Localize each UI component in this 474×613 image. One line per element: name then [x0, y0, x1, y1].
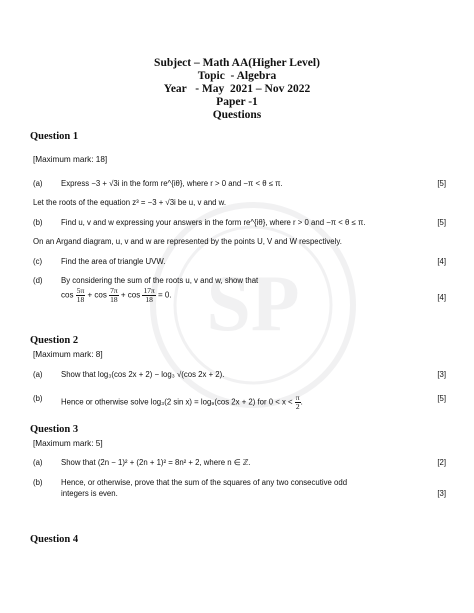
document-page: SP Subject – Math AA(Higher Level) Topic - Algebra Year - May 2021 – Nov 2022 Paper -1 Questions Question 1 [Maximum mark: 18] (a) Express −3 + √3i in the form re^{iθ}, where r > 0 and −π < θ ≤ π. [5] Let the roots of the equation z³ = −3 + √3i be u, v and w. (b) Find u, v and w expressing your answers in the form re^{iθ}, where r > 0 and −π < θ ≤ π. [5] On an Argand diagram, u, v and w are represented by the points U, V and W respectively. (c) Find the area of triangle UVW. [4] (d) By considering the sum of the roots u, v and w, show that cos $\frac{5\pi}{18}$ + cos $\frac{7\pi}{18}$ + cos $\frac{17\pi}{18}$ = 0. [4] Question 2 [Maximum mark: 8] (a) Show that log₃(cos 2x + 2) − log₃ √(cos 2x + 2). [3] (b) Hence or otherwise solve log₃(2 sin x) = log₉(cos 2x + 2) for 0 < x < $\frac{\pi}{2}$ . [5] Question 3 [Maximum mark: 5] (a) Show that (2n − 1)² + (2n + 1)² = 8n² + 2, where n ∈ ℤ. [2] (b) Hence, or otherwise, prove that the sum of the squares of any two consecutive odd integers is even. [3] Question 4 — [0, 0, 474, 613]
q3-max-marks: [Maximum mark: 5] — [33, 439, 103, 448]
q1-d-equation: cos $\frac{5\pi}{18}$ + cos $\frac{7\pi}{18}$ + cos $\frac{17\pi}{18}$ = 0. — [61, 286, 172, 304]
q3-a-marks: [2] — [437, 458, 446, 467]
q1-c-marks: [4] — [437, 257, 446, 266]
q2-b-label: (b) — [33, 394, 43, 403]
question-1-title: Question 1 — [30, 131, 79, 142]
q2-b-marks: [5] — [437, 394, 446, 403]
year-line: Year - May 2021 – Nov 2022 — [163, 83, 311, 95]
q1-b-text: Find u, v and w expressing your answers in the form re^{iθ}, where r > 0 and −π < θ ≤ π. — [61, 218, 366, 227]
q3-b-text-line2: integers is even. — [61, 489, 118, 498]
q3-a-label: (a) — [33, 458, 43, 467]
q2-a-text: Show that log₃(cos 2x + 2) − log₃ √(cos 2x + 2). — [61, 370, 225, 379]
question-3-title: Question 3 — [30, 424, 79, 435]
q1-d-label: (d) — [33, 276, 43, 285]
q1-d-marks: [4] — [437, 293, 446, 302]
q1-c-text: Find the area of triangle UVW. — [61, 257, 166, 266]
q3-b-label: (b) — [33, 478, 43, 487]
paper-line: Paper -1 — [216, 96, 258, 108]
q1-a-marks: [5] — [437, 179, 446, 188]
q3-b-marks: [3] — [437, 489, 446, 498]
question-2-title: Question 2 — [30, 335, 79, 346]
q2-a-marks: [3] — [437, 370, 446, 379]
q2-b-text: Hence or otherwise solve log₃(2 sin x) = log₉(cos 2x + 2) for 0 < x < — [61, 397, 293, 407]
q3-b-text-line1: Hence, or otherwise, prove that the sum of the squares of any two consecutive odd — [61, 478, 348, 487]
q1-argand-text: On an Argand diagram, u, v and w are represented by the points U, V and W respectively. — [33, 237, 342, 246]
q1-d-text: By considering the sum of the roots u, v and w, show that — [61, 276, 259, 285]
question-4-title: Question 4 — [30, 534, 79, 545]
q1-b-marks: [5] — [437, 218, 446, 227]
q2-max-marks: [Maximum mark: 8] — [33, 350, 103, 359]
q1-b-label: (b) — [33, 218, 43, 227]
svg-text:SP: SP — [206, 260, 300, 348]
topic-line: Topic - Algebra — [197, 70, 277, 82]
questions-line: Questions — [212, 109, 262, 121]
subject-line: Subject – Math AA(Higher Level) — [154, 57, 320, 69]
document-header — [0, 57, 474, 122]
q1-intro: Let the roots of the equation z³ = −3 + √3i be u, v and w. — [33, 198, 227, 207]
q3-a-text: Show that (2n − 1)² + (2n + 1)² = 8n² + 2, where n ∈ ℤ. — [61, 458, 251, 467]
q1-max-marks: [Maximum mark: 18] — [33, 155, 108, 164]
q1-a-label: (a) — [33, 179, 43, 188]
q2-a-label: (a) — [33, 370, 43, 379]
q1-a-text: Express −3 + √3i in the form re^{iθ}, where r > 0 and −π < θ ≤ π. — [61, 179, 283, 188]
q1-c-label: (c) — [33, 257, 43, 266]
q2-b-fraction: $\frac{\pi}{2}$ — [295, 393, 300, 411]
